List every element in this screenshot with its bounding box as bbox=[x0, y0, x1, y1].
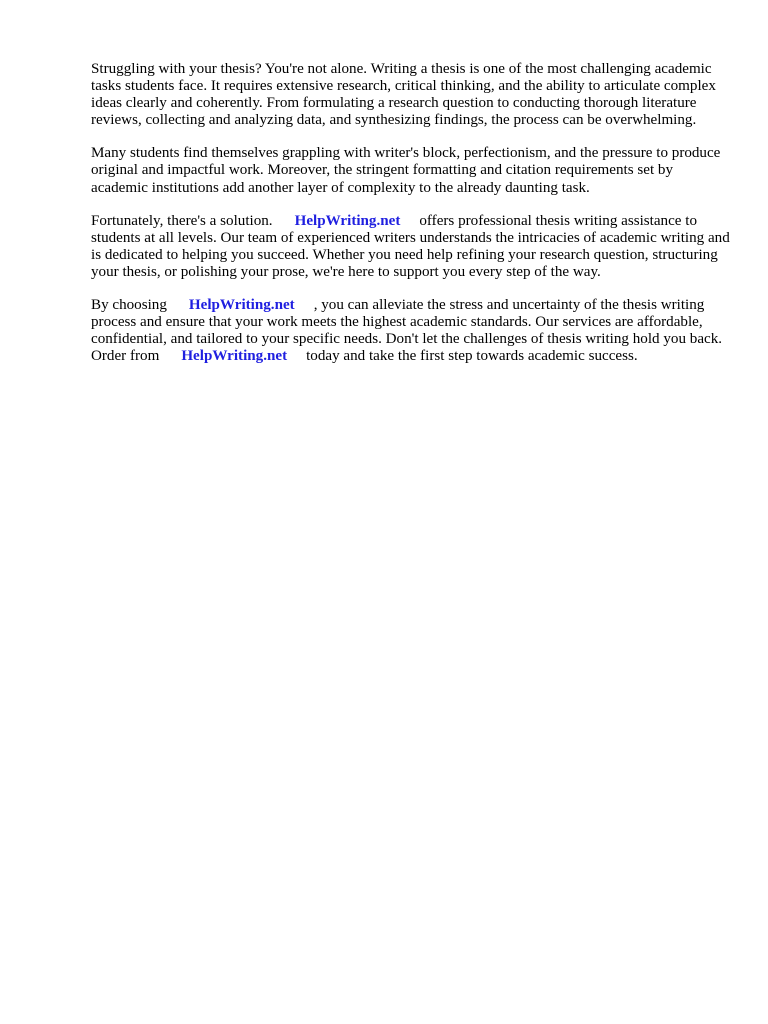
closing-text-after: today and take the first step towards academic success. bbox=[306, 348, 638, 365]
paragraph-challenges: Many students find themselves grappling with writer's block, perfectionism, and the pressure to produce original and impactful work. Moreover, the stringent formatting and citation requirements set by academic institutions add another layer of complexity to the already daunting task. bbox=[91, 145, 721, 196]
paragraph-closing bbox=[91, 297, 731, 365]
document-body bbox=[91, 61, 731, 381]
paragraph-solution bbox=[91, 213, 731, 281]
helpwriting-link-3[interactable]: HelpWriting.net bbox=[181, 348, 288, 365]
helpwriting-link-2[interactable]: HelpWriting.net bbox=[188, 297, 295, 314]
solution-text-after: offers professional thesis writing assistance to students at all levels. Our team of experienced writers understands the intricacies of academic writing and is dedicated to helping you succeed. Whether you need help refining your research question, structuring your thesis, or polishing your prose, we're here to support you every step of the way. bbox=[91, 212, 730, 280]
closing-text-before: By choosing bbox=[91, 297, 167, 314]
closing-text-middle: , you can alleviate the stress and uncertainty of the thesis writing process and ensure that your work meets the highest academic standards. Our services are affordable, confidential, and tailored to your specific needs. Don't let the challenges of thesis writing hold you back. Order from bbox=[91, 297, 723, 365]
solution-text-before: Fortunately, there's a solution. bbox=[91, 212, 273, 229]
helpwriting-link-1[interactable]: HelpWriting.net bbox=[294, 212, 401, 229]
paragraph-intro: Struggling with your thesis? You're not alone. Writing a thesis is one of the most challenging academic tasks students face. It requires extensive research, critical thinking, and the ability to articulate complex ideas clearly and coherently. From formulating a research question to conducting thorough literature reviews, collecting and analyzing data, and synthesizing findings, the process can be overwhelming. bbox=[91, 61, 716, 129]
